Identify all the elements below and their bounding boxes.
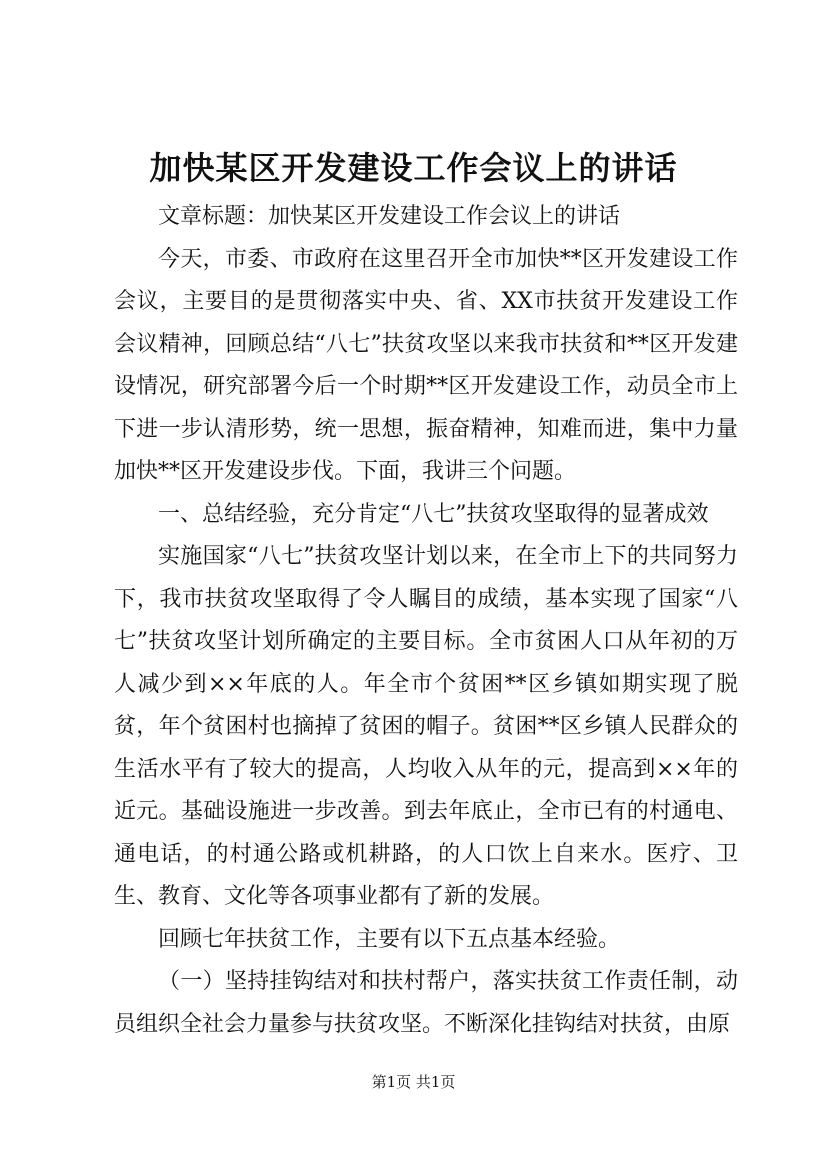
paragraph-heading-line: 文章标题：加快某区开发建设工作会议上的讲话 bbox=[158, 204, 621, 229]
paragraph-intro: 今天，市委、市政府在这里召开全市加快**区开发建设工作会议，主要目的是贯彻落实中央、省、XX市扶贫开发建设工作会议精神，回顾总结“八七”扶贫攻坚以来我市扶贫和**区开发建设情况，研究部署今后一个时期**区开发建设工作，动员全市上下进一步认清形势，统一思想，振奋精神，知难而进，集中力量加快**区开发建设步伐。下面，我讲三个问题。 bbox=[114, 246, 738, 484]
document-body bbox=[114, 196, 738, 1046]
page-footer: 第1页 共1页 bbox=[371, 1073, 456, 1091]
document-title: 加快某区开发建设工作会议上的讲话 bbox=[149, 149, 678, 187]
section-heading: 一、总结经验，充分肯定“八七”扶贫攻坚取得的显著成效 bbox=[158, 501, 709, 527]
paragraph-experience-one: （一）坚持挂钩结对和扶村帮户，落实扶贫工作责任制，动员组织全社会力量参与扶贫攻坚。不断深化挂钩结对扶贫，由原 bbox=[114, 969, 738, 1037]
paragraph-experience-intro: 回顾七年扶贫工作，主要有以下五点基本经验。 bbox=[158, 926, 621, 952]
paragraph-achievements: 实施国家“八七”扶贫攻坚计划以来，在全市上下的共同努力下，我市扶贫攻坚取得了令人瞩目的成绩，基本实现了国家“八七”扶贫攻坚计划所确定的主要目标。全市贫困人口从年初的万人减少到××年底的人。年全市个贫困**区乡镇如期实现了脱贫，年个贫困村也摘掉了贫困的帽子。贫困**区乡镇人民群众的生活水平有了较大的提高，人均收入从年的元，提高到××年的近元。基础设施进一步改善。到去年底止，全市已有的村通电、通电话，的村通公路或机耕路，的人口饮上自来水。医疗、卫生、教育、文化等各项事业都有了新的发展。 bbox=[114, 544, 738, 909]
